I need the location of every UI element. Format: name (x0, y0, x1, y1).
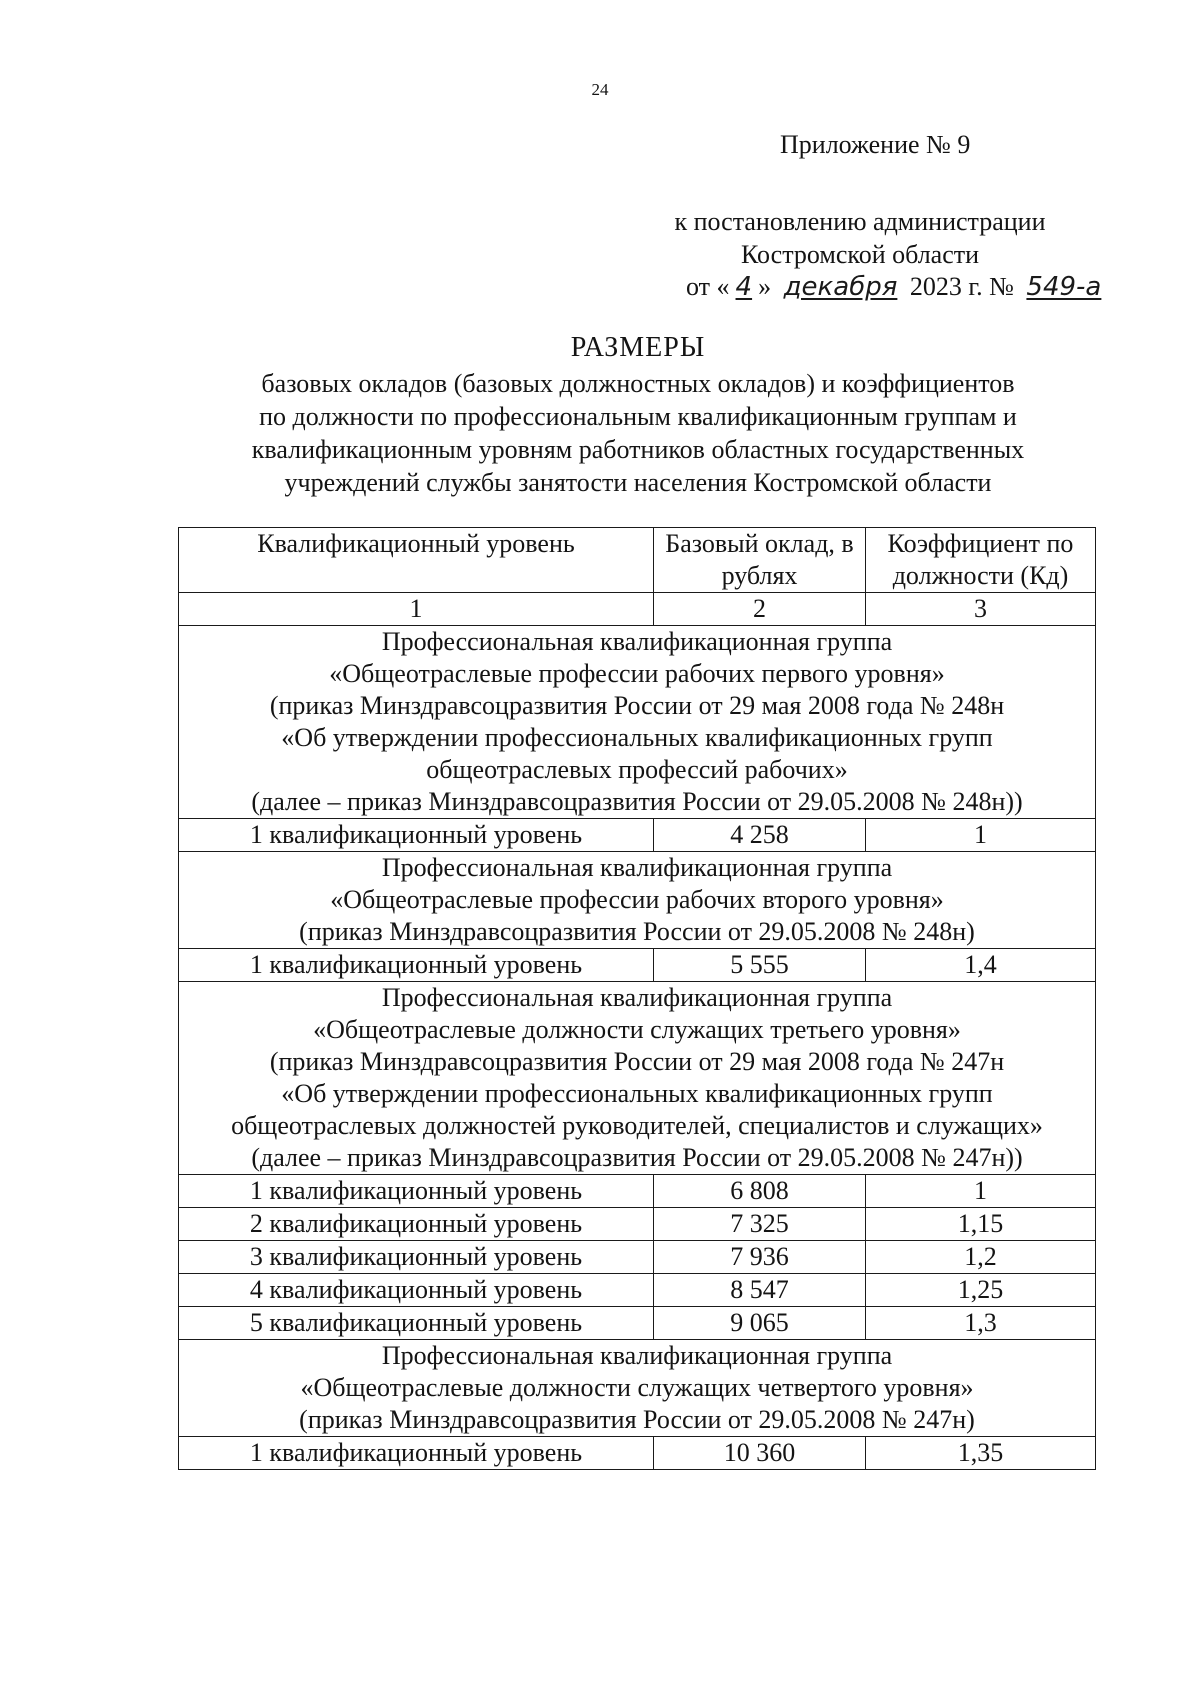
appendix-title: Приложение № 9 (780, 130, 971, 159)
table-header-row (179, 528, 1096, 593)
column-number: 3 (866, 593, 1096, 626)
table-row (179, 1208, 1096, 1241)
date-year: 2023 г. № (909, 272, 1014, 301)
level-cell: 5 квалификационный уровень (179, 1307, 654, 1340)
resolution-line-2: Костромской области (740, 240, 980, 269)
document-subtitle (0, 367, 1200, 499)
group-title-row (179, 852, 1096, 949)
column-number: 1 (179, 593, 654, 626)
table-row (179, 1241, 1096, 1274)
group-title-line: «Об утверждении профессиональных квалификационных групп (281, 1079, 993, 1108)
group-title-line: Профессиональная квалификационная группа (381, 983, 893, 1012)
coefficient-cell: 1 (866, 1175, 1096, 1208)
date-prefix: от « (686, 272, 730, 301)
page-number: 24 (591, 80, 609, 99)
handwritten-number: 549-а (1026, 272, 1102, 302)
coefficient-cell: 1,25 (866, 1274, 1096, 1307)
table-row (179, 1307, 1096, 1340)
salary-cell: 7 325 (654, 1208, 866, 1241)
level-cell: 1 квалификационный уровень (179, 1175, 654, 1208)
table-row (179, 819, 1096, 852)
document-heading: РАЗМЕРЫ (570, 332, 706, 363)
handwritten-day: 4 (735, 272, 753, 302)
group-title-row (179, 1340, 1096, 1437)
level-cell: 4 квалификационный уровень (179, 1274, 654, 1307)
column-number-row (179, 593, 1096, 626)
group-title-line: «Общеотраслевые профессии рабочих второго уровня» (330, 885, 944, 914)
group-title-line: (приказ Минздравсоцразвития России от 29.05.2008 № 248н) (299, 917, 975, 946)
coefficient-cell: 1,3 (866, 1307, 1096, 1340)
salary-cell: 5 555 (654, 949, 866, 982)
subtitle-line: квалификационным уровням работников областных государственных (251, 435, 1025, 464)
subtitle-line: учреждений службы занятости населения Костромской области (284, 468, 992, 497)
resolution-line-1: к постановлению администрации (674, 207, 1046, 236)
group-title-line: общеотраслевых должностей руководителей, специалистов и служащих» (231, 1111, 1043, 1140)
salary-cell: 6 808 (654, 1175, 866, 1208)
coefficient-cell: 1 (866, 819, 1096, 852)
group-title-line: Профессиональная квалификационная группа (381, 1341, 893, 1370)
group-title-line: (приказ Минздравсоцразвития России от 29 мая 2008 года № 247н (269, 1047, 1005, 1076)
coefficient-cell: 1,15 (866, 1208, 1096, 1241)
group-title-line: «Общеотраслевые должности служащих четвертого уровня» (300, 1373, 974, 1402)
table-row (179, 1437, 1096, 1470)
group-title-line: «Общеотраслевые профессии рабочих первого уровня» (329, 659, 945, 688)
group-title-row (179, 626, 1096, 819)
coefficient-cell: 1,35 (866, 1437, 1096, 1470)
salary-cell: 10 360 (654, 1437, 866, 1470)
subtitle-line: по должности по профессиональным квалификационным группам и (259, 402, 1017, 431)
group-title (179, 852, 1096, 949)
table-row (179, 1274, 1096, 1307)
resolution-reference (600, 205, 1120, 271)
column-number: 2 (654, 593, 866, 626)
group-title (179, 1340, 1096, 1437)
level-cell: 3 квалификационный уровень (179, 1241, 654, 1274)
group-title (179, 626, 1096, 819)
level-cell: 1 квалификационный уровень (179, 819, 654, 852)
level-cell: 1 квалификационный уровень (179, 1437, 654, 1470)
level-cell: 2 квалификационный уровень (179, 1208, 654, 1241)
salary-cell: 4 258 (654, 819, 866, 852)
date-mid: » (758, 272, 772, 301)
group-title (179, 982, 1096, 1175)
group-title-line: Профессиональная квалификационная группа (381, 627, 893, 656)
resolution-date-line (686, 272, 1107, 302)
coefficient-cell: 1,2 (866, 1241, 1096, 1274)
group-title-line: общеотраслевых профессий рабочих» (426, 755, 848, 784)
group-title-row (179, 982, 1096, 1175)
subtitle-line: базовых окладов (базовых должностных окладов) и коэффициентов (261, 369, 1015, 398)
level-cell: 1 квалификационный уровень (179, 949, 654, 982)
header-salary: Базовый оклад, в рублях (654, 528, 866, 593)
group-title-line: (далее – приказ Минздравсоцразвития России от 29.05.2008 № 248н)) (251, 787, 1023, 816)
table-row (179, 1175, 1096, 1208)
group-title-line: «Об утверждении профессиональных квалификационных групп (281, 723, 993, 752)
salary-cell: 9 065 (654, 1307, 866, 1340)
group-title-line: Профессиональная квалификационная группа (381, 853, 893, 882)
group-title-line: «Общеотраслевые должности служащих третьего уровня» (313, 1015, 961, 1044)
group-title-line: (далее – приказ Минздравсоцразвития России от 29.05.2008 № 247н)) (251, 1143, 1023, 1172)
group-title-line: (приказ Минздравсоцразвития России от 29 мая 2008 года № 248н (269, 691, 1005, 720)
handwritten-month: декабря (783, 272, 898, 302)
salary-table (178, 527, 1096, 1470)
header-level: Квалификационный уровень (179, 528, 654, 593)
header-coefficient: Коэффициент по должности (Кд) (866, 528, 1096, 593)
salary-cell: 7 936 (654, 1241, 866, 1274)
group-title-line: (приказ Минздравсоцразвития России от 29.05.2008 № 247н) (299, 1405, 975, 1434)
coefficient-cell: 1,4 (866, 949, 1096, 982)
table-row (179, 949, 1096, 982)
salary-cell: 8 547 (654, 1274, 866, 1307)
